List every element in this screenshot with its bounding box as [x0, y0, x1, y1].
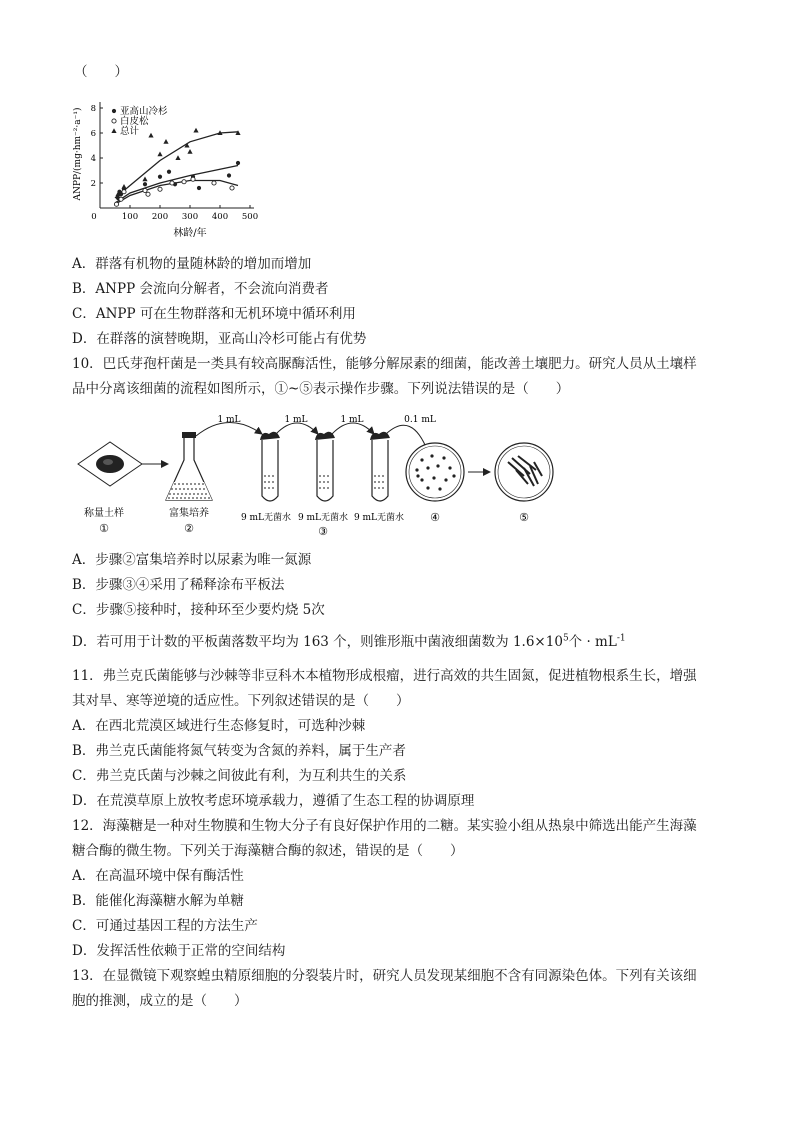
step4-number: ④ [430, 511, 440, 524]
q10-option-d-unit: 个 · mL [568, 634, 617, 650]
y-axis-label: ANPP/(mg·hm⁻²·a⁻¹) [73, 107, 83, 201]
q12-stem-line2: 糖合酶的微生物。下列关于海藻糖合酶的叙述，错误的是（ ） [72, 843, 464, 859]
q9-option-b: B．ANPP 会流向分解者，不会流向消费者 [72, 281, 329, 297]
transfer-4-label: 0.1 mL [404, 415, 436, 425]
soil-sample-icon [78, 442, 142, 486]
q10-option-c: C．步骤⑤接种时，接种环至少要灼烧 5次 [72, 602, 325, 618]
data-point [167, 170, 171, 174]
step1-label: 称量土样 [84, 508, 124, 519]
data-point [148, 133, 153, 138]
data-point [112, 119, 116, 123]
data-point [193, 128, 198, 133]
q11-option-c: C．弗兰克氏菌与沙棘之间彼此有利，为互利共生的关系 [72, 768, 407, 784]
x-tick-label: 0 [91, 212, 97, 222]
q11-option-b: B．弗兰克氏菌能将氮气转变为含氮的养料，属于生产者 [72, 743, 406, 759]
data-point [119, 197, 123, 201]
y-tick-label: 6 [90, 129, 96, 139]
q12-option-b: B．能催化海藻糖水解为单糖 [72, 893, 244, 909]
q10-stem-line2: 品中分离该细菌的流程如图所示，①~⑤表示操作步骤。下列说法错误的是（ ） [72, 381, 570, 397]
step5-number: ⑤ [519, 511, 529, 524]
q9-option-c: C．ANPP 可在生物群落和无机环境中循环利用 [72, 306, 356, 322]
q10-option-d [72, 632, 626, 652]
data-point [143, 188, 147, 192]
q12-option-d: D．发挥活性依赖于正常的空间结构 [72, 943, 286, 959]
q10-option-d-text: D．若可用于计数的平板菌落数平均为 163 个，则锥形瓶中菌液细菌数为 1.6×10 [72, 634, 563, 650]
data-point [187, 149, 192, 154]
streak-plate-icon [495, 443, 553, 501]
q10-option-b: B．步骤③④采用了稀释涂布平板法 [72, 577, 285, 593]
data-point [182, 180, 186, 184]
transfer-2-label: 1 mL [284, 415, 308, 425]
transfer-3-label: 1 mL [340, 415, 364, 425]
q11-option-d: D．在荒漠草原上放牧考虑环境承载力，遵循了生态工程的协调原理 [72, 793, 475, 809]
x-tick-label: 500 [241, 212, 259, 222]
q12-stem-line1: 12．海藻糖是一种对生物膜和生物大分子有良好保护作用的二糖。某实验小组从热泉中筛选出能产生海藻 [72, 818, 697, 834]
isolation-flow-diagram [72, 404, 562, 540]
step2-label: 富集培养 [169, 508, 209, 519]
spread-plate-icon [406, 443, 464, 501]
q10-stem-line1: 10．巴氏芽孢杆菌是一类具有较高脲酶活性，能够分解尿素的细菌，能改善土壤肥力。研究人员从土壤样 [72, 356, 697, 372]
tube-3-label: 9 mL无菌水 [353, 513, 405, 523]
data-point [121, 184, 126, 189]
x-tick-label: 400 [211, 212, 229, 222]
x-tick-label: 300 [181, 212, 199, 222]
data-point [227, 173, 231, 177]
legend-label: 亚高山冷杉 [120, 106, 168, 117]
tube-2-label: 9 mL无菌水 [297, 513, 349, 523]
data-point [157, 151, 162, 156]
q12-option-c: C．可通过基因工程的方法生产 [72, 918, 258, 934]
legend-label: 总计 [120, 126, 140, 137]
data-point [158, 175, 162, 179]
dilution-tube-3 [370, 432, 390, 501]
data-point [112, 109, 116, 113]
data-point [236, 161, 240, 165]
tube-1-label: 9 mL无菌水 [240, 513, 292, 523]
data-point [122, 190, 126, 194]
x-axis-label: 林龄/年 [173, 228, 207, 239]
data-point [197, 186, 201, 190]
trend-line [115, 132, 238, 198]
step2-number: ② [184, 522, 194, 535]
q9-option-a: A．群落有机物的量随林龄的增加而增加 [72, 256, 312, 272]
data-point [175, 155, 180, 160]
data-point [158, 187, 162, 191]
step3-number: ③ [318, 525, 328, 538]
data-point [146, 192, 150, 196]
q9-stem-tail: （ ） [74, 64, 128, 80]
transfer-1-label: 1 mL [217, 415, 241, 425]
q10-option-d-unit-exponent: -1 [616, 633, 626, 644]
x-tick-label: 200 [151, 212, 169, 222]
enrichment-flask-icon [166, 432, 212, 500]
data-point [230, 186, 234, 190]
anpp-chart [70, 92, 270, 242]
q11-stem-line2: 其对旱、寒等逆境的适应性。下列叙述错误的是（ ） [72, 693, 410, 709]
q11-stem-line1: 11．弗兰克氏菌能够与沙棘等非豆科木本植物形成根瘤，进行高效的共生固氮，促进植物根系生长，增强 [72, 668, 697, 684]
q13-stem-line2: 胞的推测，成立的是（ ） [72, 993, 248, 1009]
data-point [114, 202, 118, 206]
data-point [143, 182, 147, 186]
q12-option-a: A．在高温环境中保有酶活性 [72, 868, 244, 884]
data-point [142, 176, 147, 181]
q9-option-d: D．在群落的演替晚期，亚高山冷杉可能占有优势 [72, 331, 367, 347]
data-point [191, 177, 195, 181]
data-point [111, 128, 116, 133]
data-point [212, 181, 216, 185]
x-tick-label: 100 [121, 212, 139, 222]
legend-label: 白皮松 [120, 116, 149, 127]
dilution-tube-1 [260, 432, 280, 501]
data-point [163, 139, 168, 144]
q13-stem-line1: 13．在显微镜下观察蝗虫精原细胞的分裂装片时，研究人员发现某细胞不含有同源染色体。下列有关该细 [72, 968, 697, 984]
data-point [235, 130, 240, 135]
data-point [170, 181, 174, 185]
y-tick-label: 2 [90, 179, 96, 189]
q10-option-a: A．步骤②富集培养时以尿素为唯一氮源 [72, 552, 312, 568]
step1-number: ① [99, 522, 109, 535]
dilution-tube-2 [315, 432, 335, 501]
q11-option-a: A．在西北荒漠区域进行生态修复时，可选种沙棘 [72, 718, 366, 734]
y-tick-label: 8 [90, 104, 96, 114]
q10-option-d-exponent: 5 [562, 633, 569, 644]
y-tick-label: 4 [90, 154, 96, 164]
